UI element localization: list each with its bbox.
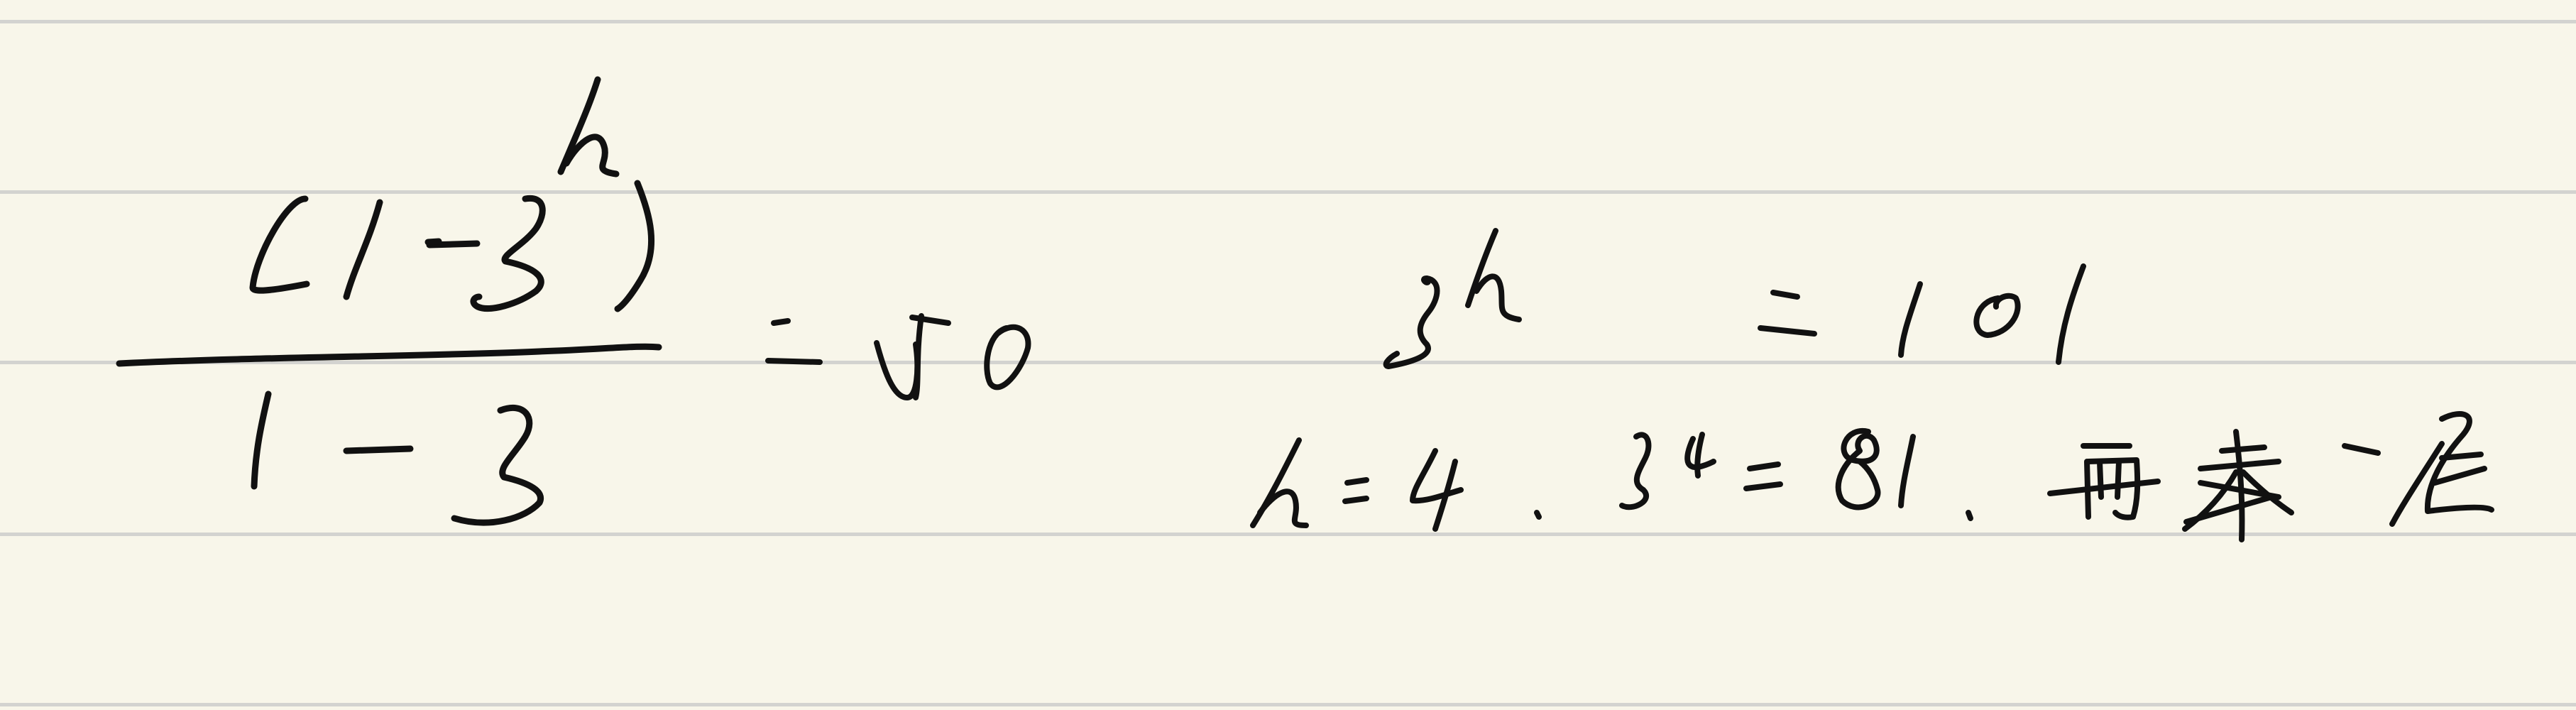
line2-strokes [1386,231,2083,366]
fraction-bar [119,346,659,364]
fraction-denominator-strokes [254,394,541,523]
line3-strokes [1253,414,2492,540]
equals-50-strokes [768,316,1028,398]
fraction-numerator-strokes [253,80,652,309]
